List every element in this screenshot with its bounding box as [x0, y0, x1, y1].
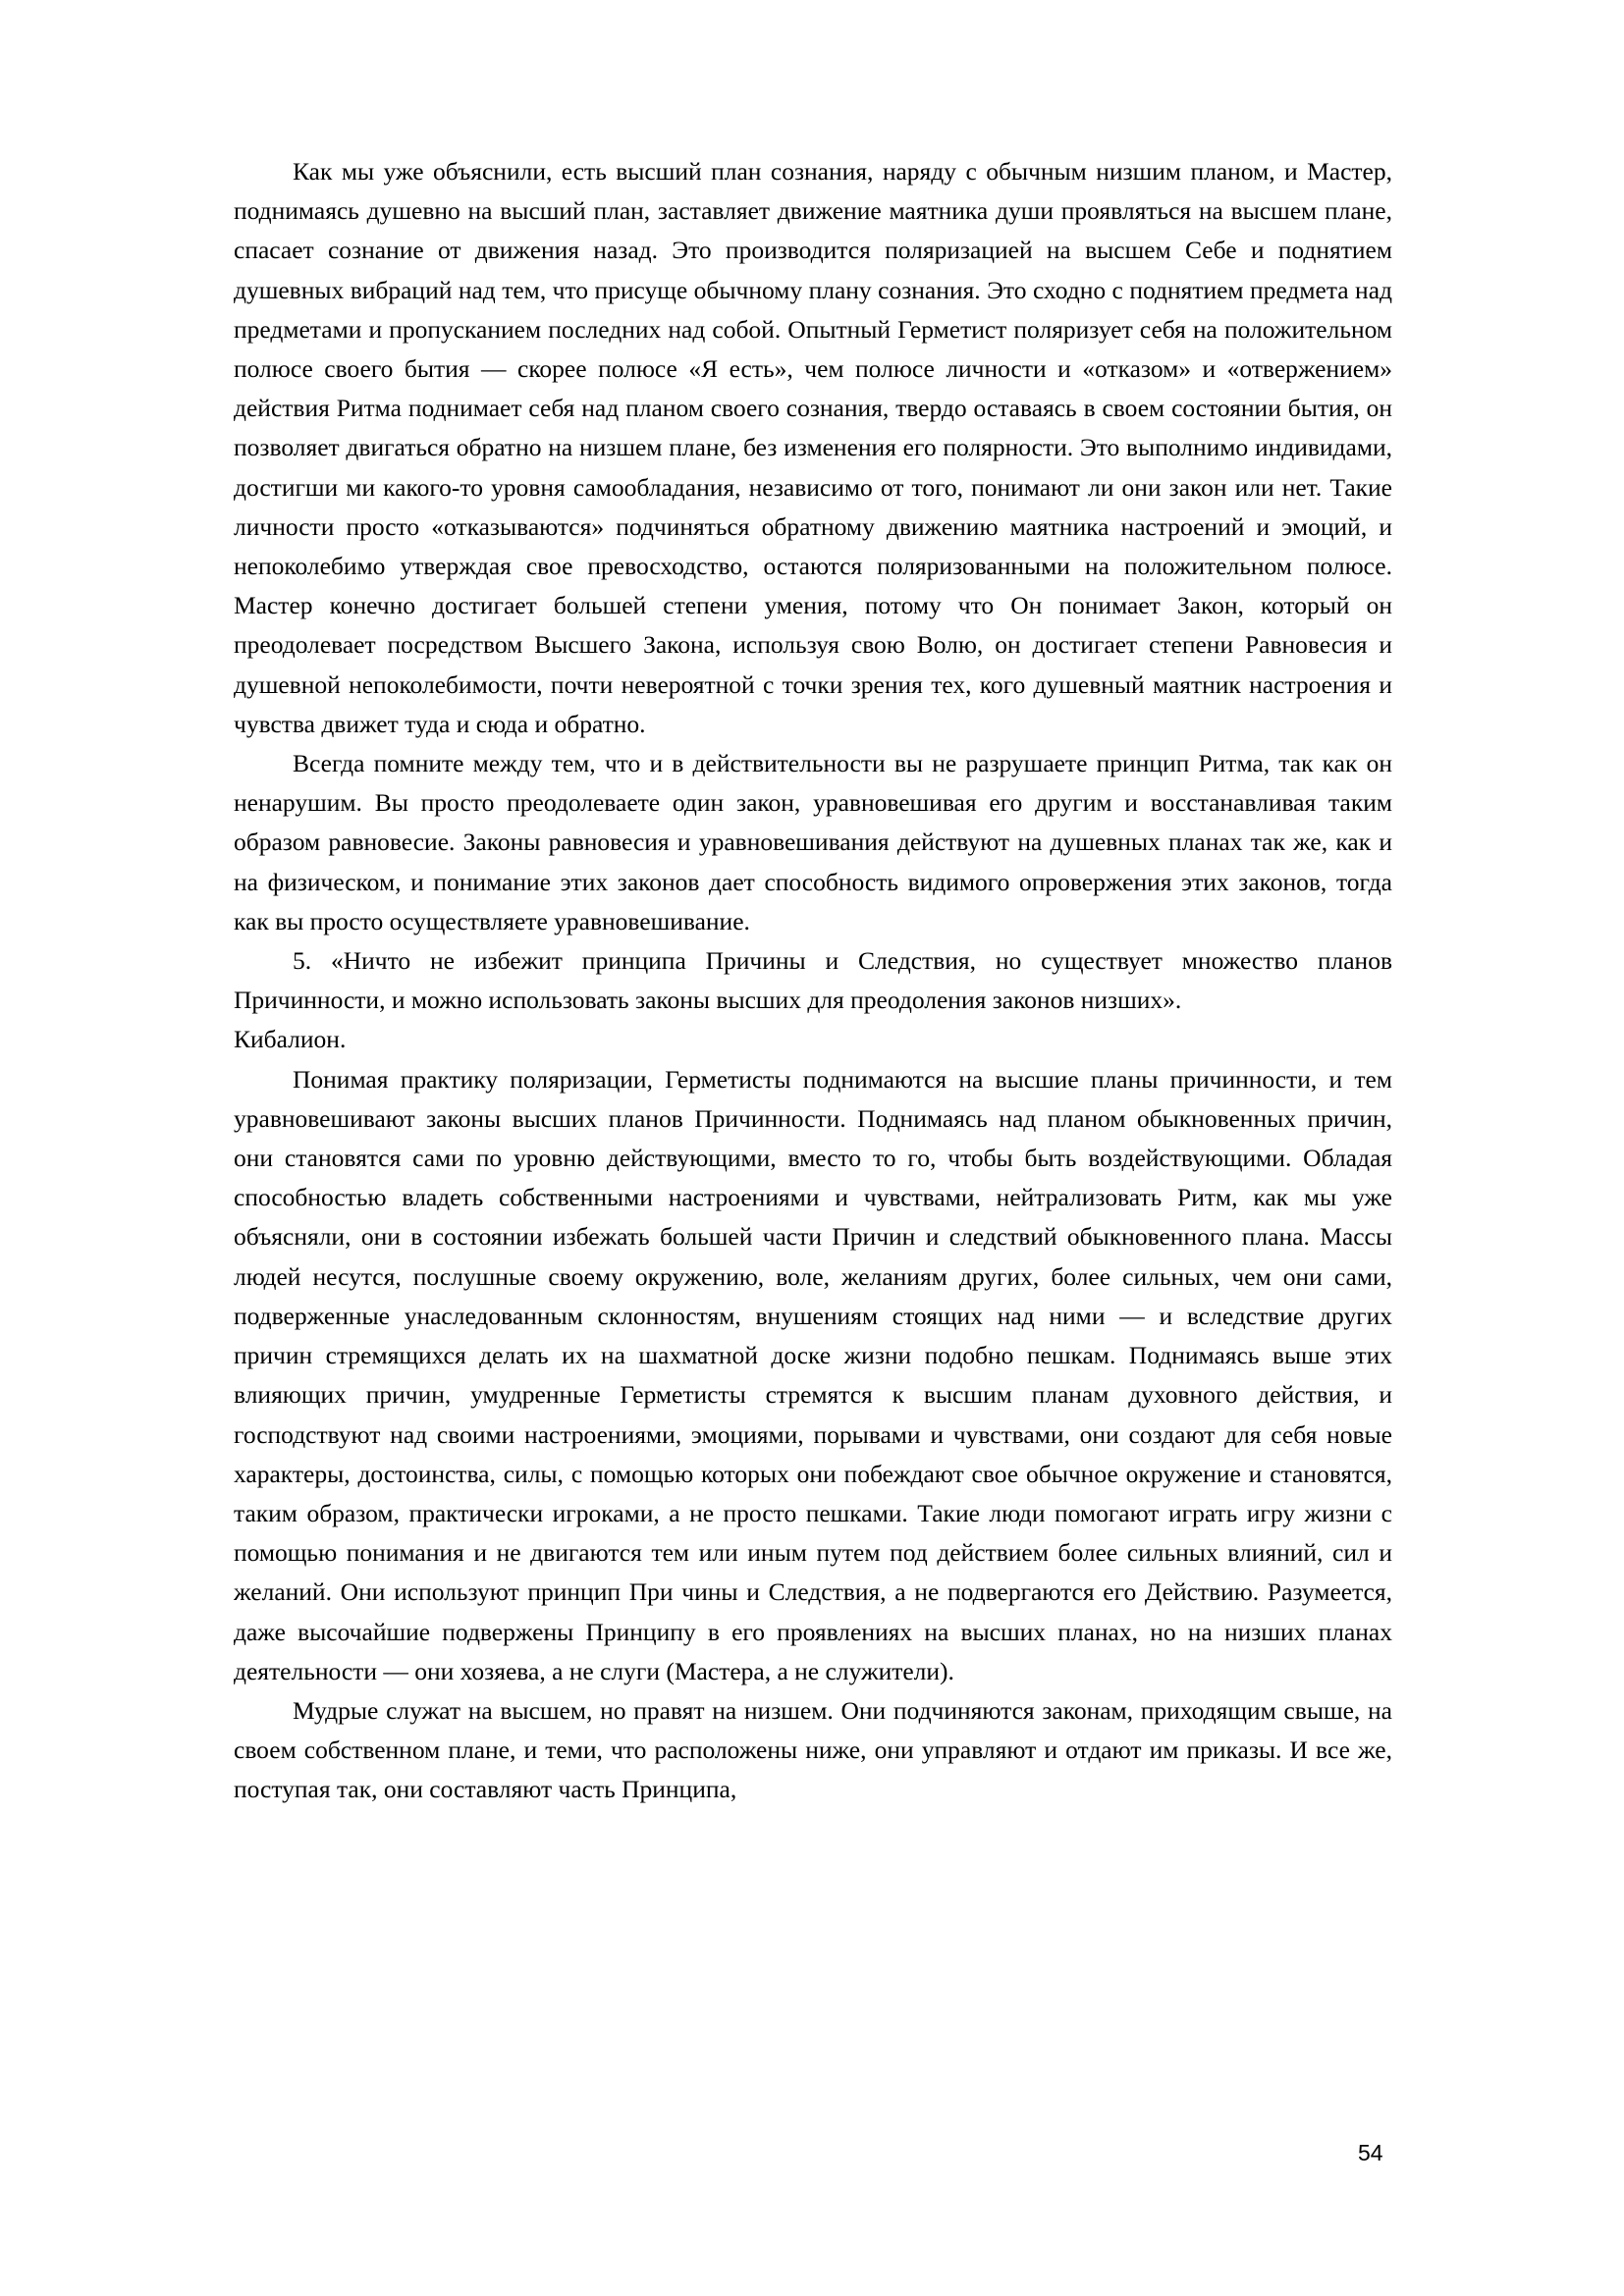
paragraph: Всегда помните между тем, что и в действительности вы не разрушаете принцип Ритма, так как он ненарушим. Вы просто преодолеваете один закон, уравновешивая его другим и восстанавливая таким образом равновесие. Законы равновесия и уравновешивания действуют на душевных планах так же, как и на физическом, и понимание этих законов дает способность видимого опровержения этих законов, тогда как вы просто осуществляете уравновешивание.	[234, 749, 1392, 935]
paragraph: Мудрые служат на высшем, но правят на низшем. Они подчиняются законам, приходящим свыше, на своем собственном плане, и теми, что расположены ниже, они управляют и отдают им приказы. И все же, поступая так, они составляют часть Принципа,	[234, 1695, 1392, 1804]
paragraph: Понимая практику поляризации, Герметисты поднимаются на высшие планы причинности, и тем уравновешивают законы высших планов Причинности. Поднимаясь над планом обыкновенных причин, они становятся сами по уровню действующими, вместо то го, чтобы быть воздействующими. Обладая способностью владеть собственными настроениями и чувствами, нейтрализовать Ритм, как мы уже объясняли, они в состоянии избежать большей части Причин и следствий обыкновенного плана. Массы людей несутся, послушные своему окружению, воле, желаниям других, более сильных, чем они сами, подверженные унаследованным склонностям, внушениям стоящих над ними — и вследствие других причин стремящихся делать их на шахматной доске жизни подобно пешкам. Поднимаясь выше этих влияющих причин, умудренные Герметисты стремятся к высшим планам духовного действия, и господствуют над своими настроениями, эмоциями, порывами и чувствами, они создают для себя новые характеры, достоинства, силы, с помощью которых они побеждают свое обычное окружение и становятся, таким образом, практически игроками, а не просто пешками. Такие люди помогают играть игру жизни с помощью понимания и не двигаются тем или иным путем под действием более сильных влияний, сил и желаний. Они используют принцип При чины и Следствия, а не подвергаются его Действию. Разумеется, даже высочайшие подвержены Принципу в его проявлениях на высших планах, но на низших планах деятельности — они хозяева, а не слуги (Мастера, а не служители).	[234, 1064, 1392, 1685]
paragraph: Как мы уже объяснили, есть высший план сознания, наряду с обычным низшим планом, и Мастер, поднимаясь душевно на высший план, заставляет движение маятника души проявляться на высшем плане, спасает сознание от движения назад. Это производится поляризацией на высшем Себе и поднятием душевных вибраций над тем, что присуще обычному плану сознания. Это сходно с поднятием предмета над предметами и пропусканием последних над собой. Опытный Герметист поляризует себя на положительном полюсе своего бытия — скорее полюсе «Я есть», чем полюсе личности и «отказом» и «отвержением» действия Ритма поднимает себя над планом своего сознания, твердо оставаясь в своем состоянии бытия, он позволяет двигаться обратно на низшем плане, без изменения его полярности. Это выполнимо индивидами, достигши ми какого-то уровня самообладания, независимо от того, понимают ли они закон или нет. Такие личности просто «отказываются» подчиняться обратному движению маятника настроений и эмоций, и непоколебимо утверждая свое превосходство, остаются поляризованными на положительном полюсе. Мастер конечно достигает большей степени умения, потому что Он понимает Закон, который он преодолевает посредством Высшего Закона, используя свою Волю, он достигает степени Равновесия и душевной непоколебимости, почти невероятной с точки зрения тех, кого душевный маятник настроения и чувства движет туда и сюда и обратно.	[234, 157, 1392, 738]
body-text-column	[234, 152, 1392, 1810]
paragraph: 5. «Ничто не избежит принципа Причины и Следствия, но существует множество планов Причинности, и можно использовать законы высших для преодоления законов низших».	[234, 946, 1392, 1015]
page-number: 54	[1358, 2140, 1383, 2165]
paragraph-source-attribution: Кибалион.	[234, 1025, 347, 1054]
